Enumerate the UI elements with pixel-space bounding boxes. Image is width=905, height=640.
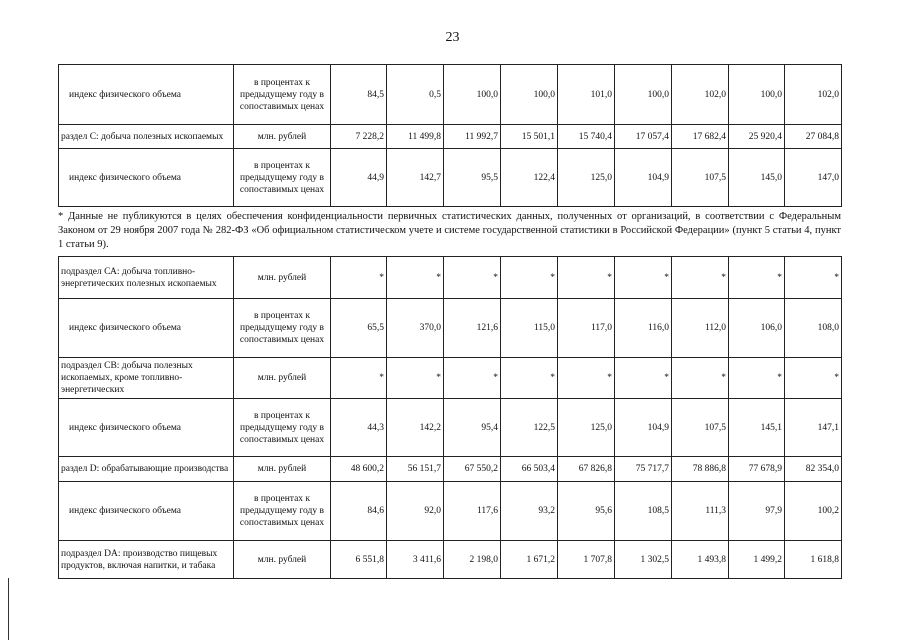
value-cell: 95,6 — [558, 482, 615, 541]
value-cell: 11 499,8 — [387, 125, 444, 149]
value-cell: 100,0 — [615, 65, 672, 125]
row-indicator-name: подраздел СВ: добыча полезных ископаемых, кроме топливно-энергетических — [59, 358, 234, 399]
value-cell: 25 920,4 — [729, 125, 785, 149]
value-cell: * — [785, 257, 842, 299]
value-cell: 370,0 — [387, 299, 444, 358]
table-row — [59, 457, 842, 482]
row-unit: в процентах к предыдущему году в сопоставимых ценах — [234, 399, 331, 457]
value-cell: 75 717,7 — [615, 457, 672, 482]
value-cell: 92,0 — [387, 482, 444, 541]
value-cell: 84,6 — [331, 482, 387, 541]
value-cell: 106,0 — [729, 299, 785, 358]
value-cell: 0,5 — [387, 65, 444, 125]
value-cell: 142,2 — [387, 399, 444, 457]
value-cell: 95,4 — [444, 399, 501, 457]
value-cell: 122,4 — [501, 149, 558, 207]
value-cell: 102,0 — [672, 65, 729, 125]
value-cell: 1 707,8 — [558, 541, 615, 579]
value-cell: 1 618,8 — [785, 541, 842, 579]
row-unit: в процентах к предыдущему году в сопоставимых ценах — [234, 149, 331, 207]
value-cell: 44,3 — [331, 399, 387, 457]
row-indicator-name: индекс физического объема — [59, 149, 234, 207]
value-cell: 7 228,2 — [331, 125, 387, 149]
value-cell: 15 501,1 — [501, 125, 558, 149]
value-cell: 1 493,8 — [672, 541, 729, 579]
row-unit: млн. рублей — [234, 257, 331, 299]
value-cell: 100,0 — [444, 65, 501, 125]
value-cell: 104,9 — [615, 399, 672, 457]
value-cell: 100,0 — [501, 65, 558, 125]
table-row — [59, 299, 842, 358]
value-cell: * — [729, 257, 785, 299]
row-indicator-name: раздел С: добыча полезных ископаемых — [59, 125, 234, 149]
value-cell: * — [387, 358, 444, 399]
value-cell: 48 600,2 — [331, 457, 387, 482]
value-cell: * — [558, 358, 615, 399]
value-cell: 122,5 — [501, 399, 558, 457]
value-cell: 108,5 — [615, 482, 672, 541]
value-cell: 56 151,7 — [387, 457, 444, 482]
value-cell: 112,0 — [672, 299, 729, 358]
value-cell: 145,0 — [729, 149, 785, 207]
table-row — [59, 149, 842, 207]
value-cell: 142,7 — [387, 149, 444, 207]
row-unit: в процентах к предыдущему году в сопоставимых ценах — [234, 482, 331, 541]
value-cell: * — [615, 257, 672, 299]
value-cell: 117,6 — [444, 482, 501, 541]
value-cell: * — [331, 257, 387, 299]
value-cell: 27 084,8 — [785, 125, 842, 149]
row-indicator-name: индекс физического объема — [59, 65, 234, 125]
value-cell: 115,0 — [501, 299, 558, 358]
value-cell: * — [729, 358, 785, 399]
table-row — [59, 399, 842, 457]
row-unit: млн. рублей — [234, 125, 331, 149]
value-cell: 44,9 — [331, 149, 387, 207]
value-cell: 67 550,2 — [444, 457, 501, 482]
row-indicator-name: индекс физического объема — [59, 299, 234, 358]
value-cell: 67 826,8 — [558, 457, 615, 482]
row-unit: млн. рублей — [234, 358, 331, 399]
value-cell: 78 886,8 — [672, 457, 729, 482]
row-unit: в процентах к предыдущему году в сопоставимых ценах — [234, 299, 331, 358]
value-cell: 93,2 — [501, 482, 558, 541]
value-cell: 6 551,8 — [331, 541, 387, 579]
value-cell: 1 671,2 — [501, 541, 558, 579]
value-cell: 1 302,5 — [615, 541, 672, 579]
value-cell: 84,5 — [331, 65, 387, 125]
value-cell: * — [672, 358, 729, 399]
value-cell: * — [785, 358, 842, 399]
value-cell: * — [501, 257, 558, 299]
table-row — [59, 65, 842, 125]
value-cell: 121,6 — [444, 299, 501, 358]
table-row — [59, 482, 842, 541]
row-indicator-name: раздел D: обрабатывающие производства — [59, 457, 234, 482]
row-unit: млн. рублей — [234, 457, 331, 482]
value-cell: * — [444, 257, 501, 299]
value-cell: 125,0 — [558, 399, 615, 457]
value-cell: 101,0 — [558, 65, 615, 125]
value-cell: * — [558, 257, 615, 299]
table-row — [59, 257, 842, 299]
row-unit: млн. рублей — [234, 541, 331, 579]
value-cell: * — [501, 358, 558, 399]
table-row — [59, 358, 842, 399]
table-row — [59, 125, 842, 149]
page-number: 23 — [445, 30, 460, 45]
value-cell: 97,9 — [729, 482, 785, 541]
row-indicator-name: индекс физического объема — [59, 399, 234, 457]
value-cell: 1 499,2 — [729, 541, 785, 579]
value-cell: 104,9 — [615, 149, 672, 207]
value-cell: 82 354,0 — [785, 457, 842, 482]
value-cell: 147,0 — [785, 149, 842, 207]
value-cell: 3 411,6 — [387, 541, 444, 579]
value-cell: * — [331, 358, 387, 399]
value-cell: * — [444, 358, 501, 399]
row-indicator-name: подраздел СА: добыча топливно-энергетических полезных ископаемых — [59, 257, 234, 299]
margin-rule — [8, 578, 9, 640]
value-cell: * — [387, 257, 444, 299]
value-cell: 17 682,4 — [672, 125, 729, 149]
value-cell: 100,0 — [729, 65, 785, 125]
value-cell: 125,0 — [558, 149, 615, 207]
value-cell: 11 992,7 — [444, 125, 501, 149]
value-cell: 116,0 — [615, 299, 672, 358]
value-cell: * — [672, 257, 729, 299]
value-cell: 17 057,4 — [615, 125, 672, 149]
value-cell: 77 678,9 — [729, 457, 785, 482]
footnote: * Данные не публикуются в целях обеспечения конфиденциальности первичных статистических данных, полученных от организаций, в соответствии с Федеральным Законом от 29 ноября 2007 года № 282-ФЗ «Об официальном статистическом учете и системе государственной статистики в Российской Федерации» (пункт 5 статьи 4, пункт 1 статьи 9). — [58, 211, 841, 250]
value-cell: 107,5 — [672, 399, 729, 457]
value-cell: 95,5 — [444, 149, 501, 207]
value-cell: * — [615, 358, 672, 399]
value-cell: 15 740,4 — [558, 125, 615, 149]
value-cell: 107,5 — [672, 149, 729, 207]
value-cell: 145,1 — [729, 399, 785, 457]
row-indicator-name: подраздел DA: производство пищевых продуктов, включая напитки, и табака — [59, 541, 234, 579]
value-cell: 2 198,0 — [444, 541, 501, 579]
row-indicator-name: индекс физического объема — [59, 482, 234, 541]
table-row — [59, 541, 842, 579]
value-cell: 102,0 — [785, 65, 842, 125]
value-cell: 65,5 — [331, 299, 387, 358]
value-cell: 147,1 — [785, 399, 842, 457]
value-cell: 100,2 — [785, 482, 842, 541]
value-cell: 117,0 — [558, 299, 615, 358]
statistics-table-top — [58, 64, 842, 207]
value-cell: 108,0 — [785, 299, 842, 358]
value-cell: 111,3 — [672, 482, 729, 541]
value-cell: 66 503,4 — [501, 457, 558, 482]
statistics-table-bottom — [58, 256, 842, 579]
row-unit: в процентах к предыдущему году в сопоставимых ценах — [234, 65, 331, 125]
